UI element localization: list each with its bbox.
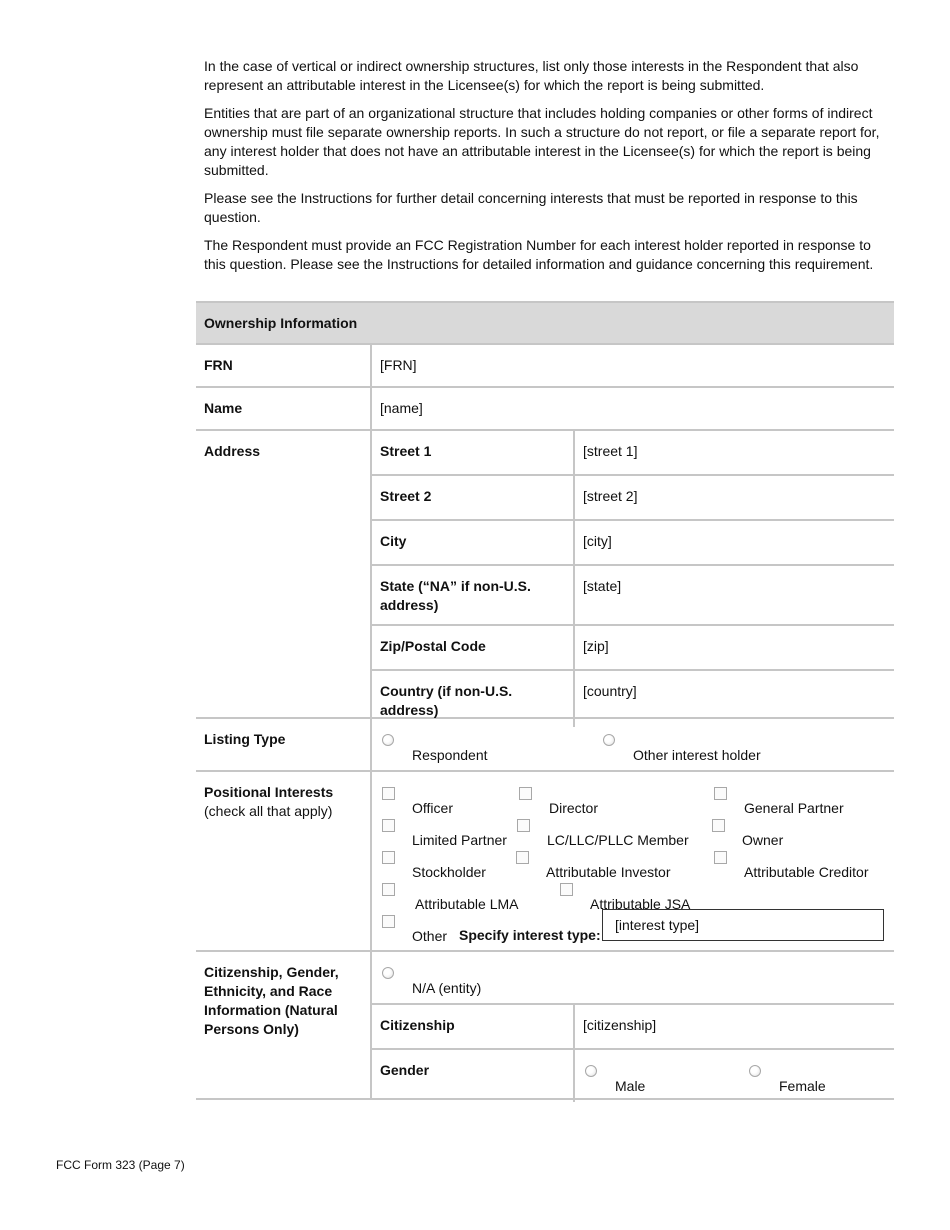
radio-female[interactable] xyxy=(749,1065,761,1077)
checkbox-attributable-lma[interactable] xyxy=(382,883,395,896)
interest-type-input[interactable]: [interest type] xyxy=(602,909,884,941)
listing-type-options: Respondent Other interest holder xyxy=(370,719,894,770)
name-label: Name xyxy=(204,400,243,416)
intro-paragraph-1: In the case of vertical or indirect ownership structures, list only those interests in the Respondent that also represent an attributable interest in the Licensee(s) for which the report is being submitted. xyxy=(204,58,859,93)
checkbox-attributable-investor[interactable] xyxy=(516,851,529,864)
intro-paragraph-4: The Respondent must provide an FCC Registration Number for each interest holder reported in response to this question. Please see the Instructions for detailed information and guidance concerning this requirement. xyxy=(204,237,874,272)
city-subrow xyxy=(372,521,894,566)
name-field[interactable]: [name] xyxy=(370,388,894,429)
na-entity-subrow: N/A (entity) xyxy=(372,952,894,1005)
specify-interest-label: Specify interest type: xyxy=(459,927,601,943)
listing-type-label: Listing Type xyxy=(204,731,286,747)
checkbox-director[interactable] xyxy=(519,787,532,800)
checkbox-officer[interactable] xyxy=(382,787,395,800)
intro-paragraph-2: Entities that are part of an organizational structure that includes holding companies or other forms of indirect ownership must file separate ownership reports. In such a structure do not report, or file a separate report for, any interest holder that does not have an attributable interest in the Licensee(s) for which the report is being submitted. xyxy=(204,105,880,178)
country-label: Country (if non-U.S. address) xyxy=(380,683,513,718)
positional-interests-row xyxy=(196,772,894,952)
ownership-table xyxy=(196,301,894,1100)
checkbox-other[interactable] xyxy=(382,915,395,928)
positional-interests-sublabel: (check all that apply) xyxy=(204,803,333,819)
street1-field[interactable]: [street 1] xyxy=(573,431,894,474)
gender-subrow xyxy=(372,1050,894,1102)
citizenship-label: Citizenship xyxy=(380,1017,455,1033)
address-row xyxy=(196,431,894,719)
street2-subrow xyxy=(372,476,894,521)
radio-male[interactable] xyxy=(585,1065,597,1077)
gender-options: Male Female xyxy=(573,1050,894,1102)
address-fields xyxy=(370,431,894,717)
gender-label: Gender xyxy=(380,1062,430,1078)
street2-label: Street 2 xyxy=(380,488,432,504)
table-header: Ownership Information xyxy=(196,303,894,345)
citizenship-subrow xyxy=(372,1005,894,1050)
frn-label: FRN xyxy=(204,357,233,373)
street1-label: Street 1 xyxy=(380,443,432,459)
zip-label: Zip/Postal Code xyxy=(380,638,486,654)
listing-type-row xyxy=(196,719,894,772)
checkbox-limited-partner[interactable] xyxy=(382,819,395,832)
positional-interests-options: Officer Director General Partner Limited Partner LC/LLC/PLLC Member Owner Stockholder Attributable Investor Attributable Creditor Attributable LMA Attributable JSA Other Specify interest type: [interest type] xyxy=(370,772,894,950)
city-field[interactable]: [city] xyxy=(573,521,894,564)
citizenship-fields xyxy=(370,952,894,1098)
positional-interests-label: Positional Interests (check all that apply) xyxy=(196,772,370,950)
checkbox-general-partner[interactable] xyxy=(714,787,727,800)
zip-field[interactable]: [zip] xyxy=(573,626,894,669)
state-field[interactable]: [state] xyxy=(573,566,894,624)
frn-field[interactable]: [FRN] xyxy=(370,345,894,386)
radio-respondent[interactable] xyxy=(382,734,394,746)
city-label: City xyxy=(380,533,407,549)
frn-row xyxy=(196,345,894,388)
zip-subrow xyxy=(372,626,894,671)
citizenship-field[interactable]: [citizenship] xyxy=(573,1005,894,1048)
checkbox-attributable-jsa[interactable] xyxy=(560,883,573,896)
street1-subrow xyxy=(372,431,894,476)
checkbox-attributable-creditor[interactable] xyxy=(714,851,727,864)
checkbox-llc-member[interactable] xyxy=(517,819,530,832)
radio-other-interest-holder[interactable] xyxy=(603,734,615,746)
checkbox-stockholder[interactable] xyxy=(382,851,395,864)
state-label: State (“NA” if non-U.S. address) xyxy=(380,578,531,613)
checkbox-owner[interactable] xyxy=(712,819,725,832)
name-row xyxy=(196,388,894,431)
radio-na-entity[interactable] xyxy=(382,967,394,979)
citizenship-section-label: Citizenship, Gender, Ethnicity, and Race Information (Natural Persons Only) xyxy=(204,964,339,1037)
country-field[interactable]: [country] xyxy=(573,671,894,727)
address-label: Address xyxy=(204,443,261,459)
state-subrow xyxy=(372,566,894,626)
page-footer: FCC Form 323 (Page 7) xyxy=(56,1158,185,1172)
street2-field[interactable]: [street 2] xyxy=(573,476,894,519)
citizenship-row xyxy=(196,952,894,1100)
intro-paragraph-3: Please see the Instructions for further detail concerning interests that must be reported in response to this question. xyxy=(204,190,858,225)
